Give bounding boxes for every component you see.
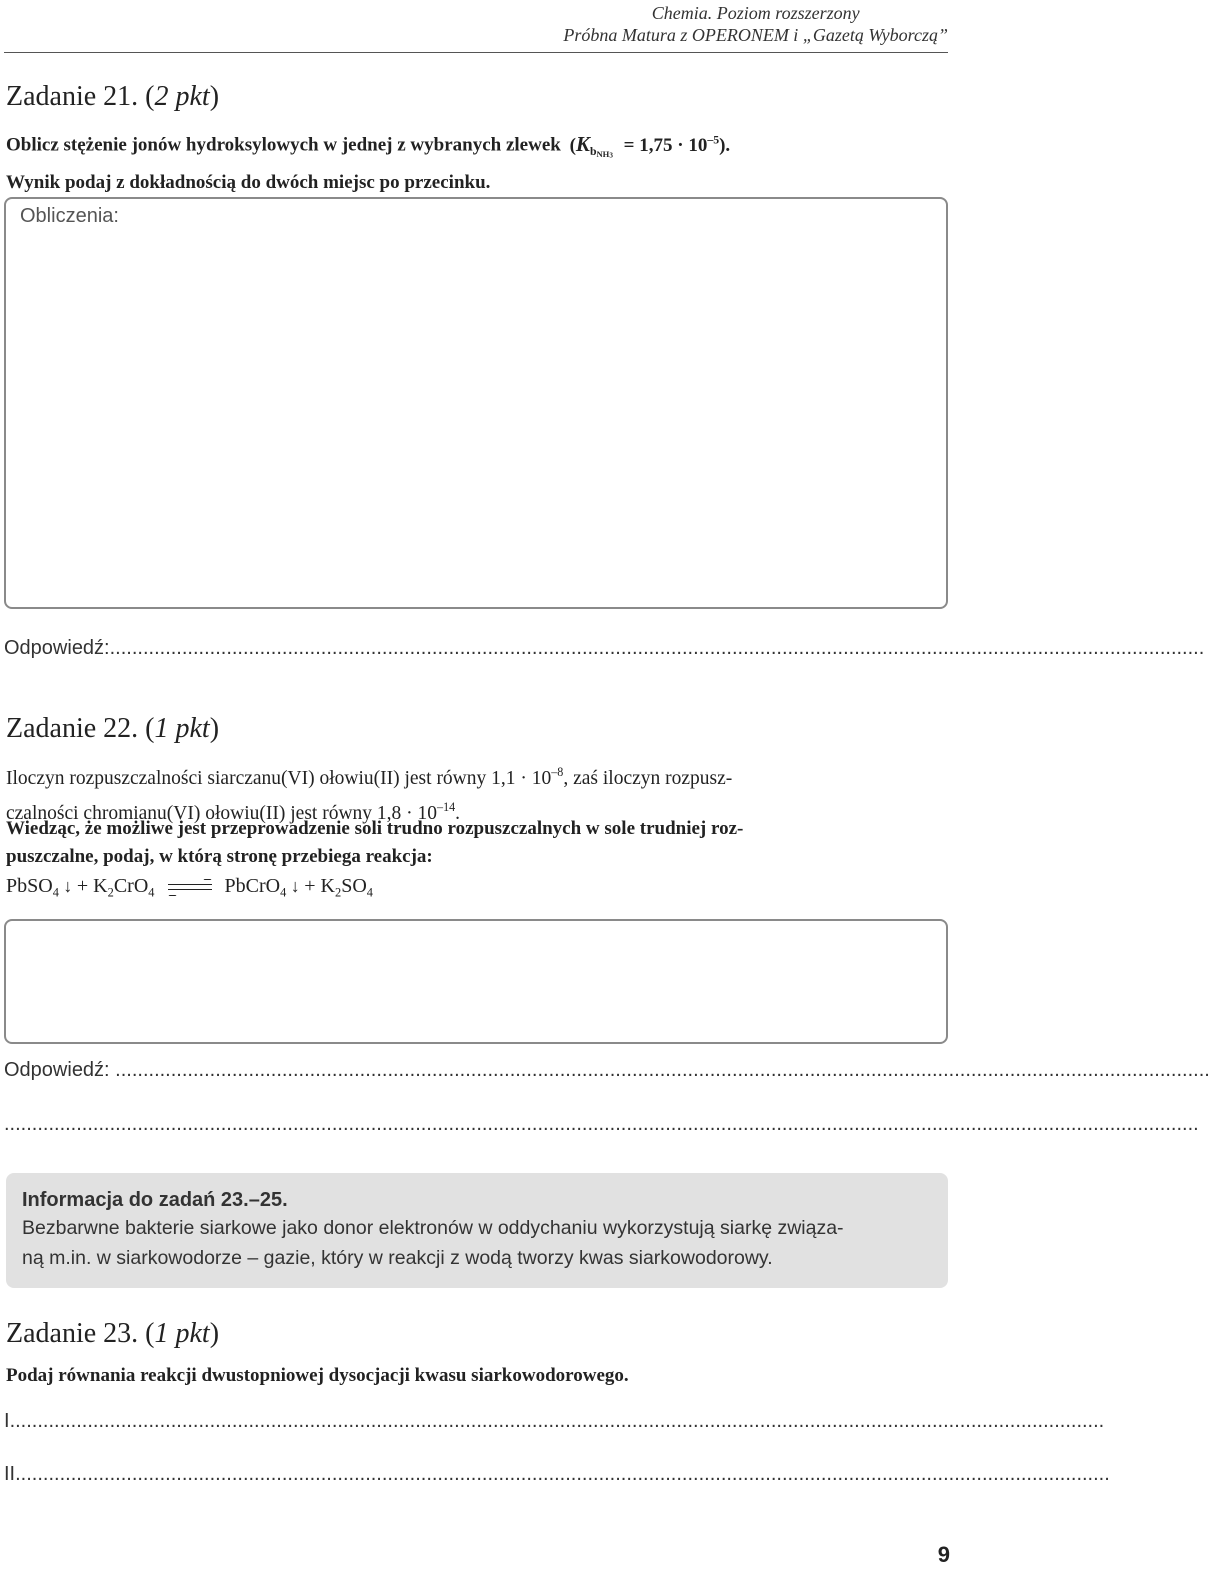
task-22-instruction-line-2: puszczalne, podaj, w którą stronę przebiega reakcja: xyxy=(6,846,433,867)
calculations-box[interactable] xyxy=(4,197,948,609)
task-21-line-2: Wynik podaj z dokładnością do dwóch miejsc po przecinku. xyxy=(6,172,491,194)
task-22-instruction xyxy=(6,815,948,871)
task-21-title: Zadanie 21. xyxy=(6,81,139,112)
task-22-work-box[interactable] xyxy=(4,919,948,1044)
reaction-equation: PbSO$_4$ ↓ + $K_2CrO_4$ PbCrO$_4$ ↓ + $K_2SO_4$ xyxy=(6,875,373,900)
task-22-title: Zadanie 22. xyxy=(6,713,139,744)
answer-label: Odpowiedź: xyxy=(4,1059,116,1081)
task-23-heading xyxy=(6,1317,219,1351)
header-subject: Chemia. Poziom rozszerzony xyxy=(651,3,860,23)
task-23-points: (1 pkt) xyxy=(145,1318,220,1349)
dissociation-step-1-line[interactable]: I..................................................................................................................................................................................................... xyxy=(4,1410,1105,1432)
task-22-points: (1 pkt) xyxy=(145,713,220,744)
page-number: 9 xyxy=(937,1542,950,1567)
task-22-answer-line[interactable]: Odpowiedź: ..................................................................................................................................................................................................... xyxy=(4,1059,1210,1081)
task-21-answer-line[interactable]: Odpowiedź:..................................................................................................................................................................................................... xyxy=(4,637,1205,659)
task-23-instruction: Podaj równania reakcji dwustopniowej dysocjacji kwasu siarkowodorowego. xyxy=(6,1365,629,1386)
task-23-title: Zadanie 23. xyxy=(6,1318,139,1349)
task-22-line-1: Iloczyn rozpuszczalności siarczanu(VI) ołowiu(II) jest równy $1,1 \cdot 10^{-8}$, zaś iloczyn rozpusz- xyxy=(6,765,733,789)
task-22-answer-line-2[interactable]: ....................................................................................................................................................................................................................... xyxy=(4,1113,1199,1135)
task-21-points: (2 pkt) xyxy=(145,81,220,112)
precipitate-arrow-icon: ↓ xyxy=(58,876,77,896)
header-divider xyxy=(4,52,948,53)
info-line-1: Bezbarwne bakterie siarkowe jako donor elektronów w oddychaniu wykorzystują siarkę związa- xyxy=(22,1217,844,1239)
dissociation-step-2-line[interactable]: II..................................................................................................................................................................................................... xyxy=(4,1463,1110,1485)
answer-label: Odpowiedź: xyxy=(4,637,110,659)
info-title: Informacja do zadań 23.–25. xyxy=(22,1189,288,1211)
equilibrium-arrow-icon xyxy=(166,880,214,894)
info-line-2: ną m.in. w siarkowodorze – gazie, który w reakcji z wodą tworzy kwas siarkowodorowy. xyxy=(22,1247,773,1269)
task-21-line-1: Oblicz stężenie jonów hydroksylowych w jednej z wybranych zlewek xyxy=(6,134,561,156)
step-2-label: II xyxy=(4,1463,16,1485)
task-22-instruction-line-1: Wiedząc, że możliwe jest przeprowadzenie soli trudno rozpuszczalnych w sole trudniej roz- xyxy=(6,818,744,839)
info-box xyxy=(6,1173,948,1288)
header-exam-name: Próbna Matura z OPERONEM i „Gazetą Wyborczą” xyxy=(563,25,948,45)
task-21-heading xyxy=(6,80,219,114)
calculations-label: Obliczenia: xyxy=(20,205,119,227)
task-22-heading xyxy=(6,712,219,746)
page-header xyxy=(563,2,948,46)
task-22-line-2: czalności chromianu(VI) ołowiu(II) jest równy $1,8 \cdot 10^{-14}$. xyxy=(6,799,461,824)
task-21-instruction xyxy=(6,126,948,197)
step-1-label: I xyxy=(4,1410,10,1432)
precipitate-arrow-icon: ↓ xyxy=(286,876,305,896)
kb-constant: $(K_{bNH3} = 1,75 \cdot 10^{-5})$. xyxy=(569,131,731,160)
